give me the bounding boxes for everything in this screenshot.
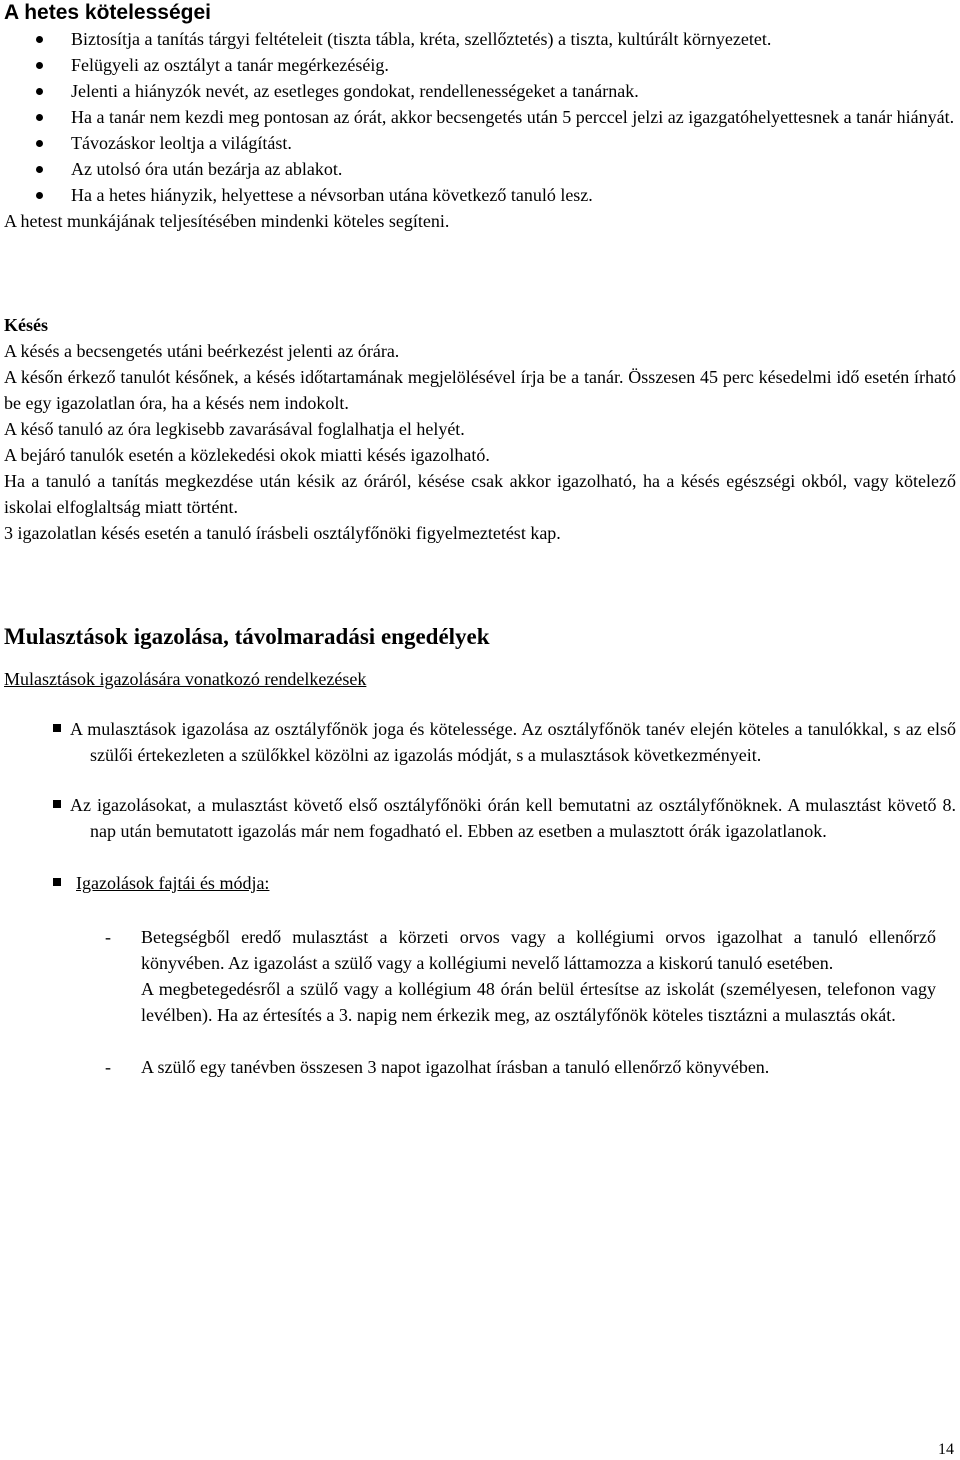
list-item: Az igazolásokat, a mulasztást követő első osztályfőnöki órán kell bemutatni az osztályfőnöknek. A mulasztást követő 8. nap után bemutatott igazolás már nem fogadható el. Ebben az esetben a mulasztott órák igazolatlanok.	[4, 792, 956, 844]
keses-paragraph: A későn érkező tanulót későnek, a késés időtartamának megjelölésével írja be a tanár. Összesen 45 perc késedelmi idő esetén írható be egy igazolatlan óra, ha a késés nem indokolt.	[4, 367, 956, 413]
list-item: A mulasztások igazolása az osztályfőnök joga és kötelessége. Az osztályfőnök tanév elején köteles a tanulókkal, s az első szülői értekezleten a szülőkkel közölni az igazolás módját, s a mulasztások következményeit.	[4, 716, 956, 768]
bullet-dot-icon	[36, 192, 43, 199]
mulasztasok-subtitle: Mulasztások igazolására vonatkozó rendelkezések	[4, 669, 367, 689]
list-item: Ha a tanár nem kezdi meg pontosan az órát, akkor becsengetés után 5 perccel jelzi az igazgatóhelyettesnek a tanár hiányát.	[4, 104, 956, 130]
bullet-dot-icon	[36, 140, 43, 147]
keses-paragraph: 3 igazolatlan késés esetén a tanuló írásbeli osztályfőnöki figyelmeztetést kap.	[4, 523, 561, 543]
bullet-dot-icon	[36, 62, 43, 69]
keses-heading: Késés	[4, 315, 48, 335]
keses-paragraph: A bejáró tanulók esetén a közlekedési okok miatti késés igazolható.	[4, 445, 490, 465]
mulasztasok-rules-list-3	[4, 870, 956, 896]
dash-bullet: -	[105, 1057, 111, 1077]
square-bullet-icon	[53, 724, 61, 732]
list-item: Távozáskor leoltja a világítást.	[4, 130, 956, 156]
page-number: 14	[938, 1441, 954, 1458]
bullet-dot-icon	[36, 88, 43, 95]
keses-paragraph: A késés a becsengetés utáni beérkezést jelenti az órára.	[4, 341, 400, 361]
igazolasok-list-2	[4, 1054, 956, 1080]
keses-paragraph: A késő tanuló az óra legkisebb zavarásával foglalhatja el helyét.	[4, 419, 465, 439]
igazolasok-list	[4, 924, 956, 1028]
list-item: Az utolsó óra után bezárja az ablakot.	[4, 156, 956, 182]
mulasztasok-heading: Mulasztások igazolása, távolmaradási engedélyek	[4, 624, 490, 649]
mulasztasok-rules-list	[4, 716, 956, 768]
bullet-dot-icon	[36, 114, 43, 121]
hetes-duties-list	[4, 26, 956, 208]
square-bullet-icon	[53, 800, 61, 808]
hetes-closing-text: A hetest munkájának teljesítésében mindenki köteles segíteni.	[4, 211, 450, 231]
dash-bullet: -	[105, 927, 111, 947]
document-page	[4, 0, 956, 1080]
keses-paragraph: Ha a tanuló a tanítás megkezdése után késik az óráról, késése csak akkor igazolható, ha a késés egészségi okból, vagy kötelező iskolai elfoglaltság miatt történt.	[4, 471, 956, 517]
list-item: - Betegségből eredő mulasztást a körzeti orvos vagy a kollégiumi orvos igazolhat a tanuló ellenőrző könyvében. Az igazolást a szülő vagy a kollégiumi nevelő láttamozza a kiskorú tanuló esetében. A megbetegedésről a szülő vagy a kollégium 48 órán belül értesítse az iskolát (személyesen, telefonon vagy levélben). Ha az értesítés a 3. napig nem érkezik meg, az osztályfőnök köteles tisztázni a mulasztás okát.	[4, 924, 956, 1028]
list-item: Igazolások fajtái és módja:	[4, 870, 956, 896]
section-title-hetes: A hetes kötelességei	[4, 1, 211, 24]
list-item: Ha a hetes hiányzik, helyettese a névsorban utána következő tanuló lesz.	[4, 182, 956, 208]
list-item: Felügyeli az osztályt a tanár megérkezéséig.	[4, 52, 956, 78]
list-item: Jelenti a hiányzók nevét, az esetleges gondokat, rendellenességeket a tanárnak.	[4, 78, 956, 104]
bullet-dot-icon	[36, 166, 43, 173]
list-item: - A szülő egy tanévben összesen 3 napot igazolhat írásban a tanuló ellenőrző könyvében.	[4, 1054, 956, 1080]
square-bullet-icon	[53, 878, 61, 886]
list-item: Biztosítja a tanítás tárgyi feltételeit (tiszta tábla, kréta, szellőztetés) a tiszta, kultúrált környezetet.	[4, 26, 956, 52]
bullet-dot-icon	[36, 36, 43, 43]
mulasztasok-rules-list-2	[4, 792, 956, 844]
